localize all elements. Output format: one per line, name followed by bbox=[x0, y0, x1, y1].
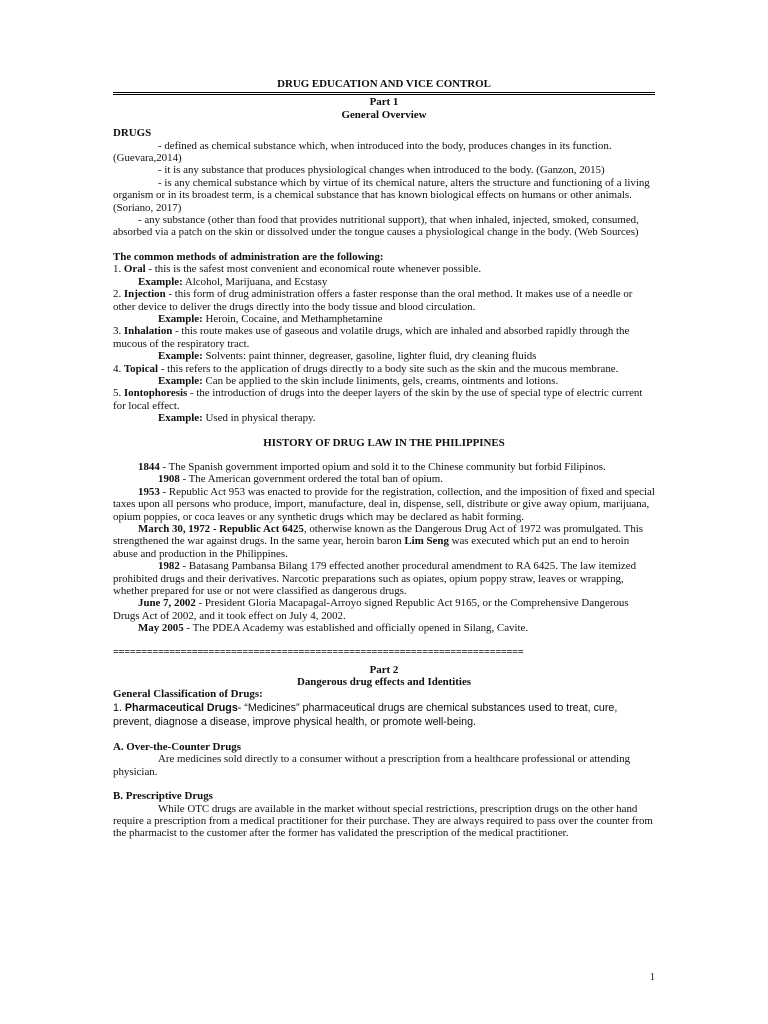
example-text: Can be applied to the skin include liniments, gels, creams, ointments and lotions. bbox=[202, 374, 559, 387]
classification-text: - “Medicines” pharmaceutical drugs are chemical substances used to treat, cure, prevent, diagnose a disease, improve physical health, or promote well-being. bbox=[113, 701, 618, 728]
method-item bbox=[113, 288, 655, 313]
example-text: Heroin, Cocaine, and Methamphetamine bbox=[202, 312, 383, 325]
history-text: - President Gloria Macapagal-Arroyo signed Republic Act 9165, or the Comprehensive Dangerous Drugs Act of 2002, and it took effect on July 4, 2002. bbox=[113, 597, 629, 622]
method-name: Oral bbox=[123, 263, 146, 276]
example-text: Solvents: paint thinner, degreaser, gasoline, lighter fluid, dry cleaning fluids bbox=[202, 350, 537, 363]
history-text: - Republic Act 953 was enacted to provide for the registration, collection, and the imposition of fixed and special taxes upon all persons who produce, import, manufacture, deal in, dispense, sell, distribute or give away opium, marijuana, opium poppies, or coca leaves or any synthetic drugs which may be declared as habit forming. bbox=[113, 485, 655, 523]
rx-text: While OTC drugs are available in the market without special restrictions, prescription drugs on the other hand require a prescription from a medical practitioner for their purchase. They are always required to pass over the counter from the pharmacist to the customer after the former has validated the prescription of the medical practitioner. bbox=[113, 802, 653, 840]
history-text: - The American government ordered the total ban of opium. bbox=[179, 473, 443, 486]
drugs-heading: DRUGS bbox=[113, 127, 152, 140]
drugs-definition: - any substance (other than food that provides nutritional support), that when inhaled, injected, smoked, consumed, absorbed via a patch on the skin or dissolved under the tongue causes a physiological change in the body. (Web Sources) bbox=[113, 214, 639, 239]
method-item bbox=[113, 387, 655, 412]
drugs-definition: - is any chemical substance which by virtue of its chemical nature, alters the structure and functioning of a living organism or in its broadest term, is a chemical substance that has known biological effects on humans or other animals. (Soriano, 2017) bbox=[113, 176, 650, 214]
method-item bbox=[113, 325, 655, 350]
history-year: March 30, 1972 - Republic Act 6425 bbox=[138, 523, 304, 535]
methods-heading: The common methods of administration are the following: bbox=[113, 250, 384, 263]
method-description: - this refers to the application of drugs directly to a body site such as the skin and the mucous membrane. bbox=[158, 362, 619, 375]
history-year: 1982 bbox=[158, 560, 180, 573]
method-name: Inhalation bbox=[123, 325, 173, 338]
history-text: - Batasang Pambansa Bilang 179 effected another procedural amendment to RA 6425. The law itemized prohibited drugs and their derivatives. Narcotic preparations such as opiates, opium poppy straw, leaves or wrapping, whether prepared for use or not were classified as dangerous drugs. bbox=[113, 560, 637, 598]
method-name: Topical bbox=[123, 362, 159, 375]
history-entry bbox=[113, 597, 655, 622]
history-entry bbox=[113, 461, 655, 473]
title-double-rule bbox=[113, 92, 655, 95]
history-year: June 7, 2002 bbox=[138, 597, 196, 610]
example-label: Example: bbox=[138, 275, 183, 288]
method-description: - this is the safest most convenient and economical route whenever possible. bbox=[145, 263, 482, 276]
history-year: May 2005 bbox=[138, 622, 184, 635]
example-label: Example: bbox=[158, 374, 203, 387]
method-number: 2. bbox=[113, 288, 122, 301]
example-label: Example: bbox=[158, 350, 203, 363]
history-text: - The PDEA Academy was established and officially opened in Silang, Cavite. bbox=[183, 622, 529, 635]
part-subtitle: General Overview bbox=[341, 108, 427, 121]
method-description: - this form of drug administration offers a faster response than the oral method. It makes use of a needle or other device to deliver the drugs directly into the body tissue and blood circulation. bbox=[113, 288, 633, 313]
section-separator: ========================================================================= bbox=[113, 646, 524, 658]
example-label: Example: bbox=[158, 412, 203, 425]
drugs-definition: - it is any substance that produces physiological changes when introduced to the body. (Ganzon, 2015) bbox=[158, 164, 605, 177]
method-name: Injection bbox=[123, 288, 166, 301]
otc-text: Are medicines sold directly to a consumer without a prescription from a healthcare professional or attending physician. bbox=[113, 753, 631, 778]
history-entry bbox=[113, 523, 655, 560]
part-label: Part 1 bbox=[369, 96, 399, 109]
method-example bbox=[113, 350, 655, 362]
history-entry bbox=[113, 473, 655, 485]
example-text: Used in physical therapy. bbox=[202, 412, 316, 425]
drugs-definition: - defined as chemical substance which, when introduced into the body, produces changes in its function. (Guevara,2014) bbox=[113, 139, 612, 165]
history-year: 1908 bbox=[158, 473, 180, 486]
history-entry bbox=[113, 622, 655, 634]
history-year: 1844 bbox=[138, 460, 160, 473]
history-entry bbox=[113, 560, 655, 597]
classification-name: Pharmaceutical Drugs bbox=[124, 701, 238, 714]
history-text: - The Spanish government imported opium and sold it to the Chinese community but forbid Filipinos. bbox=[159, 460, 606, 473]
example-label: Example: bbox=[158, 312, 203, 325]
page-content bbox=[113, 78, 655, 840]
method-number: 4. bbox=[113, 362, 122, 375]
classification-number: 1. bbox=[113, 701, 122, 714]
history-text: was executed which put an end to heroin abuse and production in the Philippines. bbox=[113, 535, 630, 560]
method-example bbox=[113, 276, 655, 288]
method-example bbox=[113, 375, 655, 387]
method-name: Iontophoresis bbox=[123, 387, 188, 400]
history-year: 1953 bbox=[138, 485, 160, 498]
history-heading: HISTORY OF DRUG LAW IN THE PHILIPPINES bbox=[263, 436, 505, 449]
classification-heading: General Classification of Drugs: bbox=[113, 688, 263, 701]
method-description: - this route makes use of gaseous and volatile drugs, which are inhaled and absorbed rapidly through the mucous of the respiratory tract. bbox=[113, 325, 630, 350]
method-item bbox=[113, 363, 655, 375]
method-number: 1. bbox=[113, 263, 122, 276]
document-title: DRUG EDUCATION AND VICE CONTROL bbox=[277, 78, 491, 90]
part-subtitle: Dangerous drug effects and Identities bbox=[296, 676, 472, 689]
method-number: 5. bbox=[113, 387, 122, 400]
method-number: 3. bbox=[113, 325, 122, 338]
history-entry bbox=[113, 486, 655, 523]
method-item bbox=[113, 263, 655, 275]
method-example bbox=[113, 313, 655, 325]
history-text: , otherwise known as the Dangerous Drug Act of 1972 was promulgated. This strengthened the war against drugs. In the same year, heroin baron bbox=[113, 523, 644, 548]
classification-item bbox=[113, 701, 655, 729]
rx-heading: B. Prescriptive Drugs bbox=[113, 790, 213, 803]
page-number: 1 bbox=[650, 972, 655, 983]
example-text: Alcohol, Marijuana, and Ecstasy bbox=[182, 275, 328, 288]
history-bold-name: Lim Seng bbox=[404, 535, 449, 548]
method-example bbox=[113, 412, 655, 424]
part-label: Part 2 bbox=[369, 663, 399, 676]
method-description: - the introduction of drugs into the deeper layers of the skin by the use of special type of electric current for local effect. bbox=[113, 387, 643, 412]
otc-heading: A. Over-the-Counter Drugs bbox=[113, 740, 241, 753]
